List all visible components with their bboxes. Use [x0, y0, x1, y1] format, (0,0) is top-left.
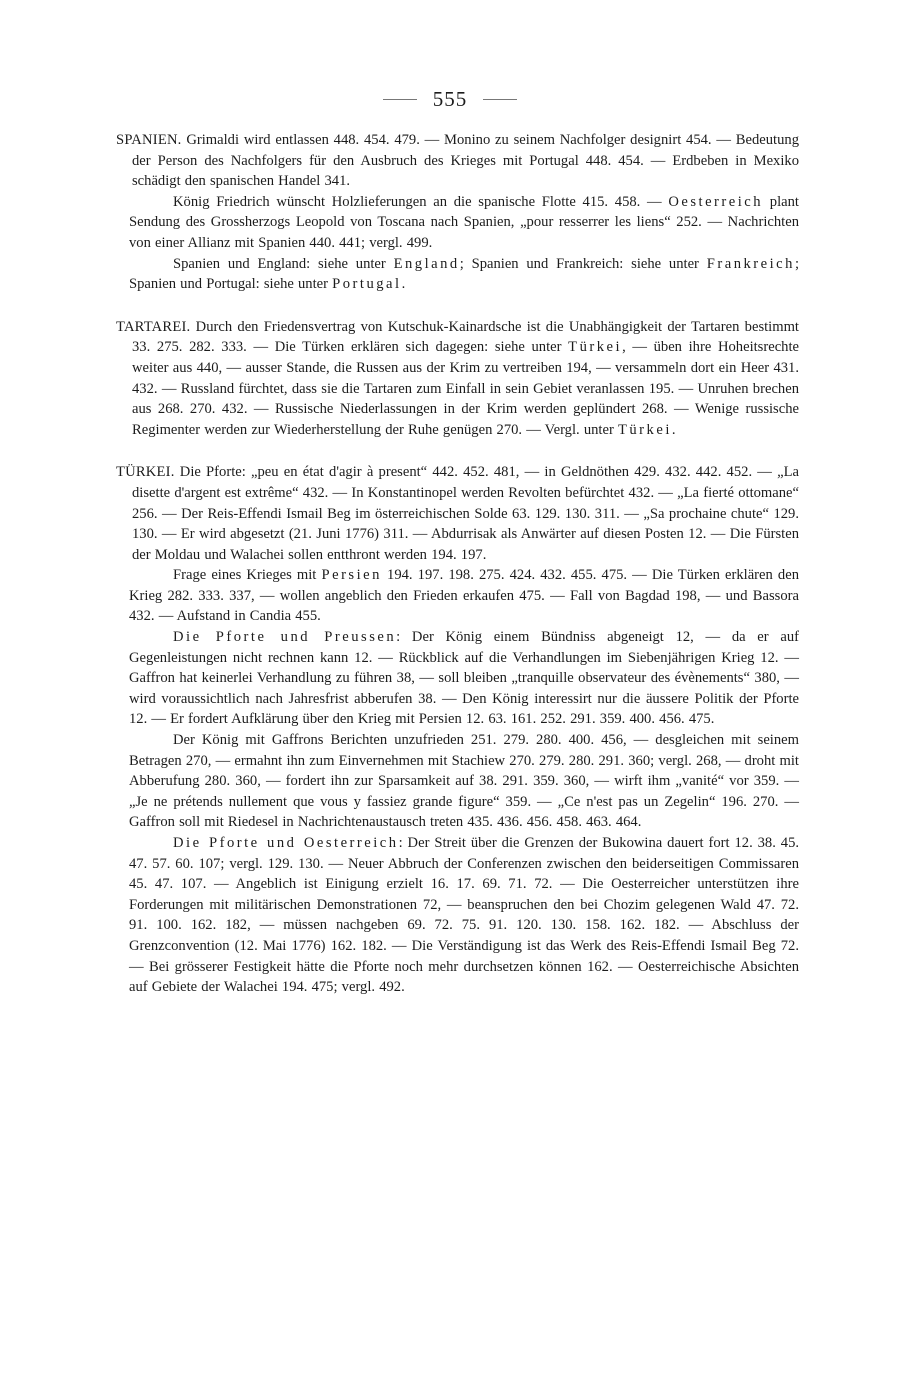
spaced-reference: Frankreich	[706, 255, 795, 272]
entry-keyword: SPANIEN.	[116, 132, 182, 148]
entry-paragraph	[129, 192, 799, 254]
entry-text: .	[401, 276, 406, 293]
spaced-reference: Türkei	[568, 339, 623, 356]
entry-keyword: TÜRKEI.	[116, 464, 175, 481]
entry-text: : Der Streit über die Grenzen der Bukowina dauert fort 12. 38. 45. 47. 57. 60. 107; vergl. 129. 130. — Neuer Abbruch der Conferenzen zwischen den beiderseitigen Commissaren 45. 47. 107. — Angeblich ist Einigung erzielt 16. 17. 69. 71. 72. — Die Oesterreicher unterstützen ihre Forderungen mit militärischen Demonstrationen 72, — beanspruchen den bei Chozim gelegenen Wald 47. 72. 91. 100. 162. 182, — müssen nachgeben 69. 72. 75. 91. 120. 130. 158. 162. 182. — Abschluss der Grenzconvention (12. Mai 1776) 162. 182. — Die Verständigung ist das Werk des Reis-Effendi Ismail Beg 72. — Bei grösserer Festigkeit hätte die Pforte noch mehr durchsetzen können 162. — Oesterreichische Absichten auf Gebiete der Walachei 194. 475; vergl. 492.	[129, 835, 800, 996]
index-entry	[116, 130, 800, 295]
entry-text: Durch den Friedensvertrag von Kutschuk-Kainardsche ist die Unabhängigkeit der Tartaren bestimmt 33. 275. 282. 333. — Die Türken erklären sich dagegen: siehe unter	[132, 318, 799, 356]
spaced-reference: Portugal	[332, 276, 402, 293]
spaced-reference: Die Pforte und Preussen	[173, 629, 397, 646]
entry-text: Der König mit Gaffrons Berichten unzufrieden 251. 279. 280. 400. 456, — desgleichen mit seinem Betragen 270, — ermahnt ihn zum Einvernehmen mit Stachiew 270. 279. 280. 291. 360; vergl. 268, — droht mit Abberufung 280. 360, — fordert ihn zur Sparsamkeit auf 38. 291. 359. 360, — wirft ihm „vanité“ vor 359. — „Je ne prétends nullement que vous y fassiez grande figure“ 359. — „Ce n'est pas un Zegelin“ 196. 270. — Gaffron soll mit Riedesel in Nachrichtenaustausch treten 435. 436. 456. 458. 463. 464.	[129, 732, 799, 831]
spaced-reference: Die Pforte und Oesterreich	[173, 835, 399, 851]
entry-lead-paragraph	[116, 130, 799, 192]
entry-paragraph	[129, 730, 799, 833]
entry-keyword: TARTAREI.	[116, 318, 191, 335]
entry-text: König Friedrich wünscht Holzlieferungen an die spanische Flotte 415. 458. —	[173, 193, 669, 210]
entry-text: Grimaldi wird entlassen 448. 454. 479. — Monino zu seinem Nachfolger designirt 454. — Bedeutung der Person des Nachfolgers für den Ausbruch des Krieges mit Portugal 448. 454. — Erdbeben in Mexiko schädigt den spanischen Handel 341.	[132, 132, 799, 190]
spaced-reference: Persien	[321, 567, 382, 584]
entry-paragraph	[129, 254, 799, 295]
entry-text: ; Spanien und Portugal: siehe unter	[129, 255, 800, 293]
entry-text: 194. 197. 198. 275. 424. 432. 455. 475. — Die Türken erklären den Krieg 282. 333. 337, — wollen angeblich den Frieden erkaufen 475. — Fall von Bagdad 198, — und Bassora 432. — Aufstand in Candia 455.	[129, 567, 799, 625]
entry-lead-paragraph	[116, 317, 800, 441]
entry-text: ; Spanien und Frankreich: siehe unter	[459, 255, 707, 272]
entry-lead-paragraph	[116, 462, 799, 565]
page-number: 555	[432, 87, 468, 111]
spaced-reference: Türkei	[617, 421, 672, 438]
entry-text: : Der König einem Bündniss abgeneigt 12, — da er auf Gegenleistungen nicht rechnen kann 12. — Rückblick auf die Verhandlungen im Siebenjährigen Krieg 12. — Gaffron hat keinerlei Verhandlung zu führen 38, — soll bleiben „tranquille observateur des évènements“ 380, — wird voraussichtlich nach Jahresfrist abberufen 38. — Den König interessirt nur die äussere Politik der Pforte 12. — Er fordert Aufklärung über den Krieg mit Persien 12. 63. 161. 252. 291. 359. 400. 456. 475.	[129, 629, 799, 728]
entry-text: plant Sendung des Grossherzogs Leopold von Toscana nach Spanien, „pour resserrer les liens“ 252. — Nachrichten von einer Allianz mit Spanien 440. 441; vergl. 499.	[129, 193, 799, 251]
index-entry	[116, 317, 800, 441]
entry-paragraph	[129, 627, 799, 730]
entry-text: Spanien und England: siehe unter	[173, 255, 394, 272]
entry-paragraph	[129, 833, 799, 998]
spaced-reference: Oesterreich	[668, 193, 764, 210]
entry-text: , — üben ihre Hoheitsrechte weiter aus 440, — ausser Stande, die Russen aus der Krim zu vertreiben 194, — versammeln dort ein Heer 431. 432. — Russland fürchtet, dass sie die Tartaren zum Einfall in sein Gebiet veranlassen 195. — Unruhen brechen aus 268. 270. 432. — Russische Niederlassungen in der Krim werden geplündert 268. — Wenige russische Regimenter werden zur Wiederherstellung der Ruhe genügen 270. — Vergl. unter	[132, 339, 800, 438]
header-rule-left	[383, 99, 417, 100]
index-entry	[116, 462, 800, 997]
page-header	[0, 87, 900, 112]
entry-text: Frage eines Krieges mit	[173, 567, 322, 584]
index-content	[116, 130, 800, 998]
entry-text: .	[671, 421, 676, 438]
entry-paragraph	[129, 565, 799, 627]
header-rule-right	[483, 99, 517, 100]
spaced-reference: England	[393, 255, 460, 272]
entry-text: Die Pforte: „peu en état d'agir à present“ 442. 452. 481, — in Geldnöthen 429. 432. 442. 452. — „La disette d'argent est extrême“ 432. — In Konstantinopel werden Revolten befürchtet 432. — „La fierté ottomane“ 256. — Der Reis-Effendi Ismail Beg im österreichischen Solde 63. 129. 130. 311. — „Sa prochaine chute“ 129. 130. — Er wird abgesetzt (21. Juni 1776) 311. — Abdurrisak als Anwärter auf diesen Posten 12. — Die Fürsten der Moldau und Walachei sollen entthront werden 194. 197.	[132, 464, 799, 563]
